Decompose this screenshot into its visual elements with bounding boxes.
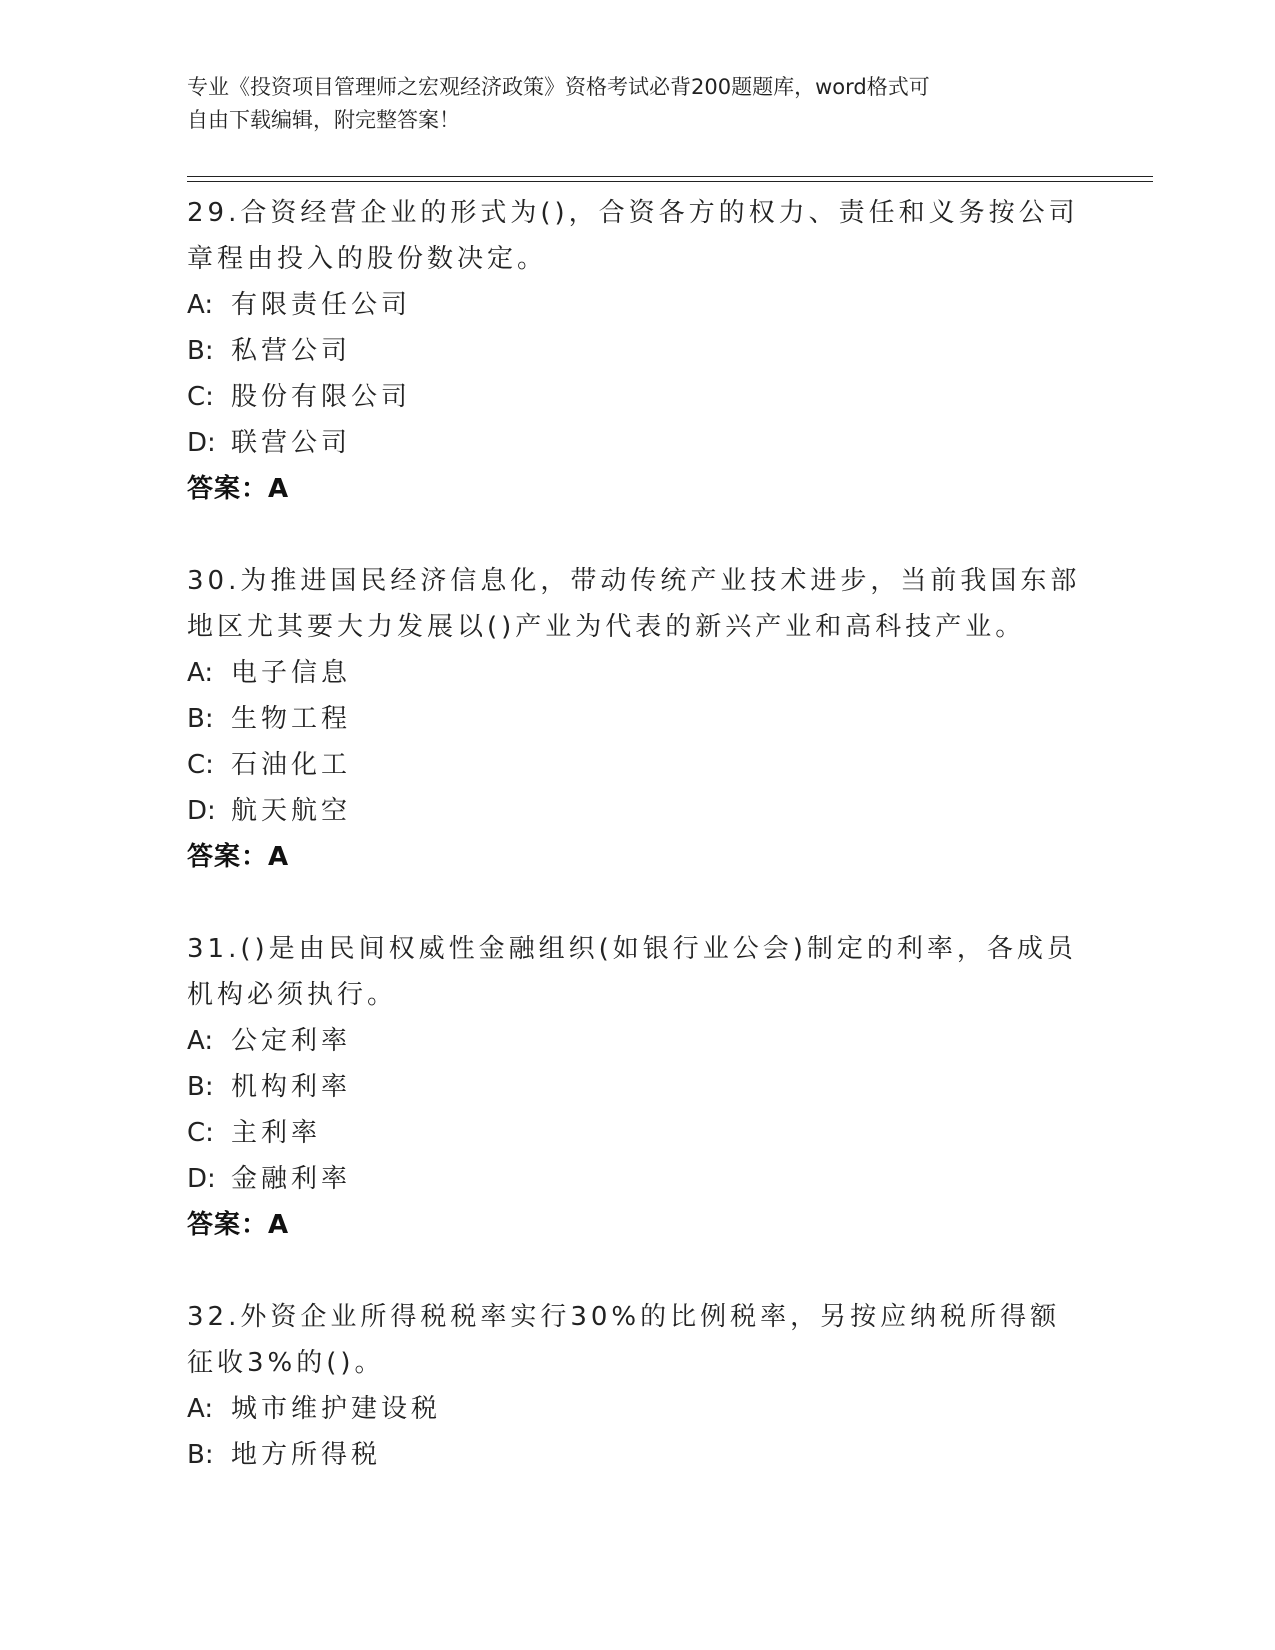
option-text: 航天航空 [231,796,352,826]
option-text: 金融利率 [231,1164,352,1194]
option-text: 联营公司 [231,428,352,458]
document-header [187,71,1067,137]
option-text: 电子信息 [231,658,352,688]
option-a [187,1018,1087,1064]
question-text: 31.()是由民间权威性金融组织(如银行业公会)制定的利率，各成员机构必须执行。 [187,934,1077,1010]
question-29 [187,190,1087,512]
header-line-2: 自由下载编辑，附完整答案！ [187,108,460,132]
option-a [187,650,1087,696]
header-divider-top [187,176,1153,177]
option-key: D: [187,428,216,458]
option-text: 生物工程 [231,704,352,734]
option-key: A: [187,290,214,320]
question-30 [187,558,1087,880]
option-text: 公定利率 [231,1026,352,1056]
option-d [187,1156,1087,1202]
option-key: D: [187,1164,216,1194]
option-c [187,1110,1087,1156]
question-31 [187,926,1087,1248]
option-text: 股份有限公司 [231,382,412,412]
option-b [187,1432,1087,1478]
option-key: A: [187,1026,214,1056]
answer-line: 答案：A [187,474,290,504]
option-text: 主利率 [231,1118,322,1148]
question-32 [187,1294,1087,1478]
option-a [187,282,1087,328]
option-key: C: [187,1118,214,1148]
option-key: C: [187,750,214,780]
question-text: 29.合资经营企业的形式为()，合资各方的权力、责任和义务按公司章程由投入的股份数决定。 [187,198,1079,274]
answer-line: 答案：A [187,1210,290,1240]
option-text: 石油化工 [231,750,352,780]
header-line-1: 专业《投资项目管理师之宏观经济政策》资格考试必背200题题库，word格式可 [187,75,930,99]
option-key: B: [187,1072,214,1102]
option-key: C: [187,382,214,412]
option-key: A: [187,1394,214,1424]
question-list [187,190,1087,1524]
header-divider-bottom [187,181,1153,182]
option-d [187,788,1087,834]
question-text: 30.为推进国民经济信息化，带动传统产业技术进步，当前我国东部地区尤其要大力发展以()产业为代表的新兴产业和高科技产业。 [187,566,1081,642]
option-d [187,420,1087,466]
option-text: 私营公司 [231,336,352,366]
option-a [187,1386,1087,1432]
option-key: A: [187,658,214,688]
option-key: B: [187,336,214,366]
option-b [187,696,1087,742]
option-b [187,1064,1087,1110]
option-text: 机构利率 [231,1072,352,1102]
option-c [187,374,1087,420]
option-key: D: [187,796,216,826]
option-text: 城市维护建设税 [231,1394,442,1424]
option-text: 有限责任公司 [231,290,412,320]
option-b [187,328,1087,374]
answer-line: 答案：A [187,842,290,872]
option-text: 地方所得税 [231,1440,382,1470]
option-key: B: [187,1440,214,1470]
option-key: B: [187,704,214,734]
question-text: 32.外资企业所得税税率实行30%的比例税率，另按应纳税所得额征收3%的()。 [187,1302,1061,1378]
option-c [187,742,1087,788]
